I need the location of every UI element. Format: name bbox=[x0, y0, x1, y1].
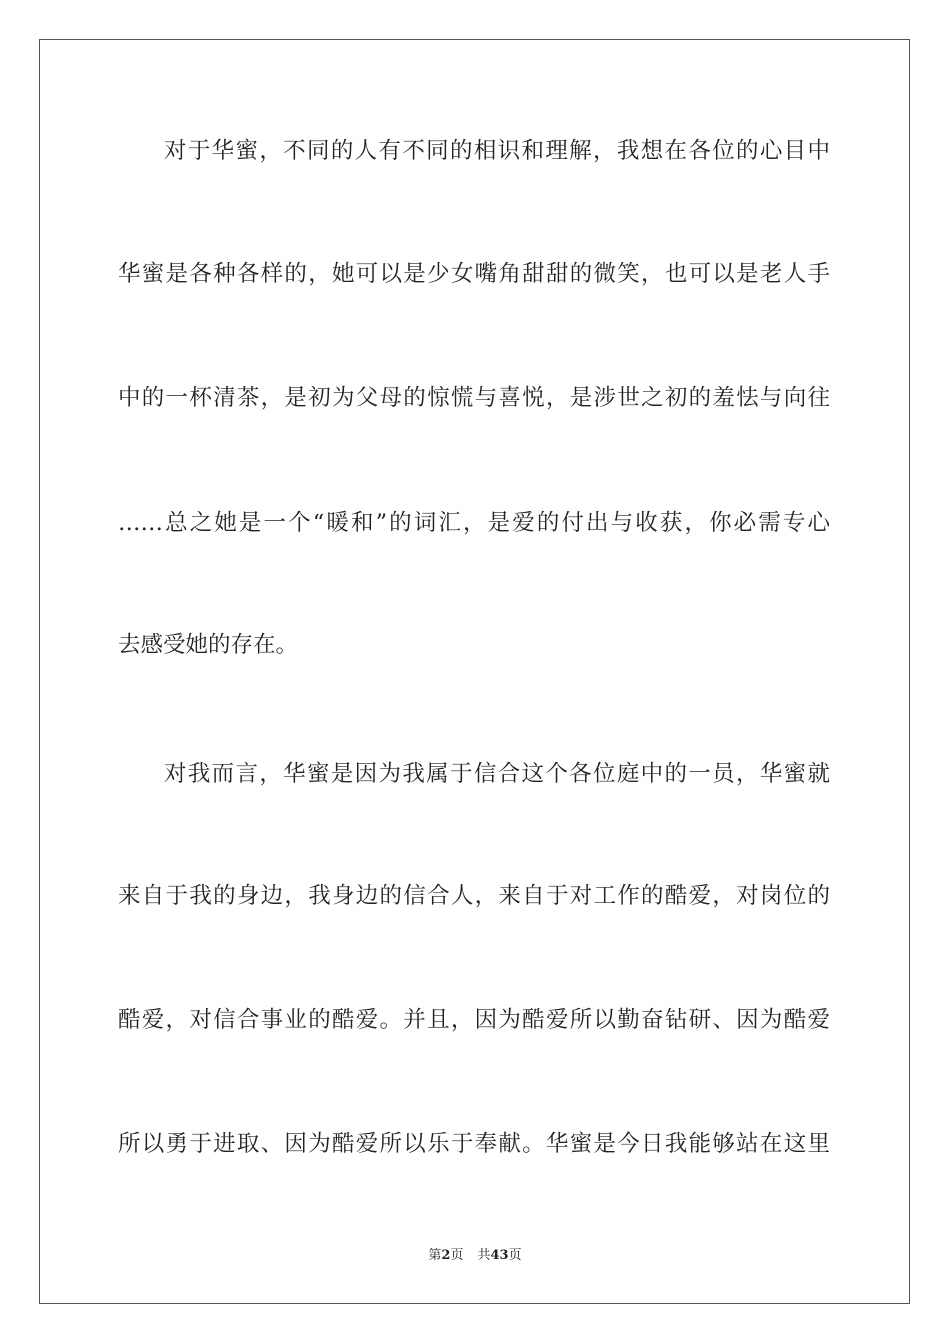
paragraph-1-line-5: 去感受她的存在。 bbox=[118, 632, 299, 658]
paragraph-1-line-4: ……总之她是一个“暖和”的词汇，是爱的付出与收获，你必需专心 bbox=[118, 510, 830, 536]
page-suffix: 页 bbox=[450, 1248, 464, 1263]
paragraph-1-line-3: 中的一杯清茶，是初为父母的惊慌与喜悦，是涉世之初的羞怯与向往 bbox=[118, 385, 830, 411]
paragraph-1-line-2: 华蜜是各种各样的，她可以是少女嘴角甜甜的微笑，也可以是老人手 bbox=[118, 261, 830, 287]
total-pages: 43 bbox=[490, 1248, 509, 1263]
total-suffix: 页 bbox=[508, 1248, 522, 1263]
paragraph-2-line-4: 所以勇于进取、因为酷爱所以乐于奉献。华蜜是今日我能够站在这里 bbox=[118, 1131, 830, 1157]
page-prefix: 第 bbox=[428, 1248, 442, 1263]
paragraph-2-line-1: 对我而言，华蜜是因为我属于信合这个各位庭中的一员，华蜜就 bbox=[164, 761, 830, 787]
paragraph-2-line-2: 来自于我的身边，我身边的信合人，来自于对工作的酷爱，对岗位的 bbox=[118, 883, 830, 909]
page-border bbox=[39, 39, 910, 1304]
total-prefix: 共 bbox=[477, 1248, 491, 1263]
paragraph-2-line-3: 酷爱，对信合事业的酷爱。并且，因为酷爱所以勤奋钻研、因为酷爱 bbox=[118, 1007, 830, 1033]
paragraph-1-line-1: 对于华蜜，不同的人有不同的相识和理解，我想在各位的心目中 bbox=[164, 138, 830, 164]
page-footer bbox=[0, 1247, 950, 1265]
page-number: 2 bbox=[441, 1248, 451, 1263]
